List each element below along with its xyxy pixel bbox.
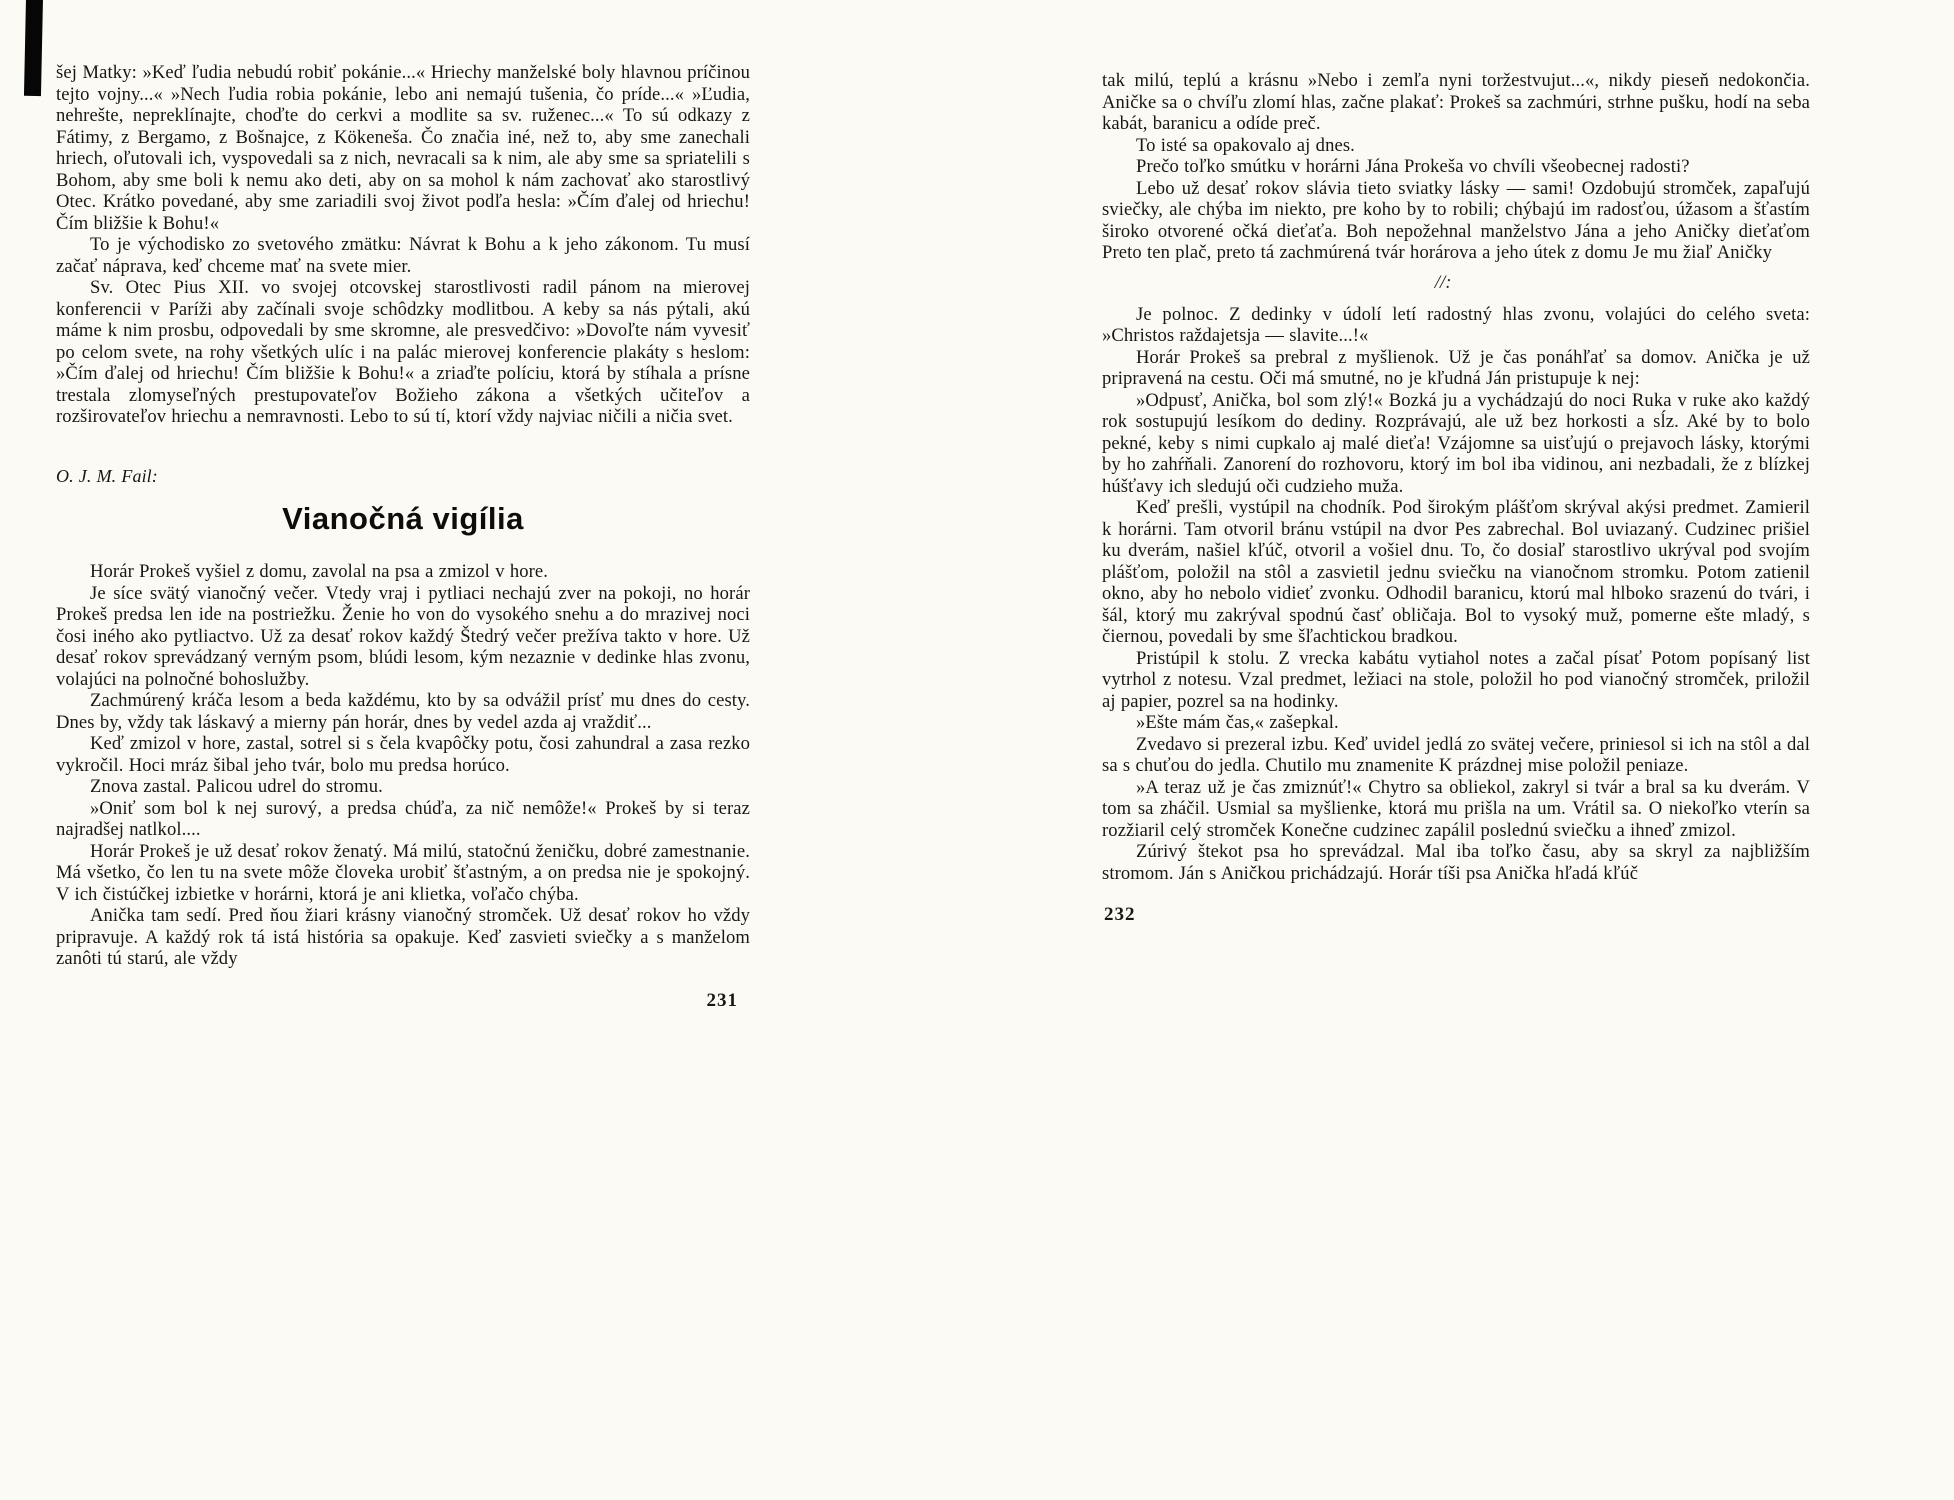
paragraph: Horár Prokeš vyšiel z domu, zavolal na psa a zmizol v hore. bbox=[90, 561, 549, 582]
paragraph: Zvedavo si prezeral izbu. Keď uvidel jedlá zo svätej večere, priniesol si ich na stôl a dal sa s chuťou do jedla. Chutilo mu znamenite K prázdnej mise položil peniaze. bbox=[1102, 733, 1810, 776]
paragraph: Zúrivý štekot psa ho sprevádzal. Mal iba toľko času, aby sa skryl za najbližším stromom. Ján s Aničkou prichádzajú. Horár tíši psa Anička hľadá kľúč bbox=[1102, 841, 1810, 884]
paragraph: To je východisko zo svetového zmätku: Návrat k Bohu a k jeho zákonom. Tu musí začať náprava, keď chceme mať na svete mier. bbox=[56, 234, 750, 277]
paragraph: Zachmúrený kráča lesom a beda každému, kto by sa odvážil prísť mu dnes do cesty. Dnes by, vždy tak láskavý a mierny pán horár, dnes by vedel azda aj vraždiť... bbox=[56, 690, 750, 733]
paragraph: »Odpusť, Anička, bol som zlý!« Bozká ju a vychádzajú do noci Ruka v ruke ako každý rok sostupujú lesíkom do dediny. Rozprávajú, ale už bez horkosti a sĺz. Aké by to bolo pekné, keby s nimi cupkalo aj malé dieťa! Vzájomne sa uisťujú o prejavoch lásky, ktorými by ho zahŕňali. Zanorení do rozhovoru, ktorý im bol iba vidinou, ani nezbadali, že z blízkej húšťavy ich sledujú oči cudzieho muža. bbox=[1102, 389, 1810, 497]
paragraph: Horár Prokeš sa prebral z myšlienok. Už je čas ponáhľať sa domov. Anička je už pripravená na cestu. Oči má smutné, no je kľudná Ján pristupuje k nej: bbox=[1102, 346, 1810, 389]
paragraph: Je polnoc. Z dedinky v údolí letí radostný hlas zvonu, volajúci do celého sveta: »Christos raždajetsja — slavite...!« bbox=[1102, 303, 1810, 346]
author-byline: O. J. M. Fail: bbox=[56, 465, 158, 486]
paragraph: To isté sa opakovalo aj dnes. bbox=[1136, 134, 1355, 156]
paragraph: »A teraz už je čas zmiznúť!« Chytro sa obliekol, zakryl si tvár a bral sa ku dverám. V tom sa zháčil. Usmial sa myšlienke, ktorá mu prišla na um. Vrátil sa. O niekoľko vterín sa rozžiaril celý stromček Konečne cudzinec zapálil poslednú sviečku a ihneď zmizol. bbox=[1102, 776, 1810, 841]
paragraph: Prečo toľko smútku v horárni Jána Prokeša vo chvíli všeobecnej radosti? bbox=[1136, 156, 1690, 177]
paragraph: Sv. Otec Pius XII. vo svojej otcovskej starostlivosti radil pánom na mierovej konferencii v Paríži aby začínali svoje schôdzky modlitbou. A keby sa nás pýtali, akú máme k nim prosbu, odpovedali by sme skromne, ale presvedčivo: »Dovoľte nám vyvesiť po celom svete, na rohy všetkých ulíc i na palác mierovej konferencie plakáty s heslom: »Čím ďalej od hriechu! Čím bližšie k Bohu!« a zriaďte políciu, ktorá by stíhala a prísne trestala zlomyseľných prestupovateľov Božieho zákona a všetkých učiteľov a rozširovateľov hriechu a nemravnosti. Lebo to sú tí, ktorí vždy najviac ničili a ničia svet. bbox=[56, 277, 750, 427]
paragraph: Horár Prokeš je už desať rokov ženatý. Má milú, statočnú ženičku, dobré zamestnanie. Má všetko, čo len tu na svete môže človeka urobiť šťastným, a on predsa nie je spokojný. V ich čistúčkej izbietke v horárni, ktorá je ani klietka, voľačo chýba. bbox=[56, 840, 750, 905]
paragraph: Anička tam sedí. Pred ňou žiari krásny vianočný stromček. Už desať rokov ho vždy pripravuje. A každý rok tá istá história sa opakuje. Keď zasvieti sviečky a s manželom zanôti tú starú, ale vždy bbox=[56, 905, 750, 969]
paragraph: Pristúpil k stolu. Z vrecka kabátu vytiahol notes a začal písať Potom popísaný list vytrhol z notesu. Vzal predmet, ležiaci na stole, položil ho pod vianočný stromček, priložil aj papier, pozrel sa na hodinky. bbox=[1102, 647, 1810, 712]
paragraph: Znova zastal. Palicou udrel do stromu. bbox=[90, 776, 383, 797]
left-page bbox=[56, 62, 750, 1012]
paragraph: »Oniť som bol k nej surový, a predsa chúďa, za nič nemôže!« Prokeš by si teraz najradšej natlkol.... bbox=[56, 797, 750, 840]
story-title: Vianočná vigília bbox=[282, 501, 524, 536]
page-number: 231 bbox=[706, 989, 738, 1011]
paragraph: Lebo už desať rokov slávia tieto sviatky lásky — sami! Ozdobujú stromček, zapaľujú sviečky, ale chýba im niekto, pre koho by to robili; chýbajú im radosťou, úžasom a šťastím široko otvorené očká dieťaťa. Boh nepožehnal manželstvo Jána a jeho Aničky dieťaťom Preto ten plač, preto tá zachmúrená tvár horárova a jeho útek z domu Je mu žiaľ Aničky bbox=[1102, 177, 1810, 263]
scan-edge-artifact bbox=[24, 0, 43, 96]
right-page bbox=[1102, 70, 1810, 926]
paragraph: Keď prešli, vystúpil na chodník. Pod širokým plášťom skrýval akýsi predmet. Zamieril k horárni. Tam otvoril bránu vstúpil na dvor Pes zabrechal. Bol uviazaný. Cudzinec prišiel ku dverám, našiel kľúč, otvoril a vošiel dnu. To, čo dosiaľ starostlivo ukrýval pod svojím plášťom, položil na stôl a zasvietil jednu sviečku na vianočnom stromku. Potom zatienil okno, aby ho nebolo vidieť zvonku. Odhodil baranicu, ktorú mal hlboko srazenú do tvári, i šál, ktorý mu zakrýval spodnú časť obličaja. Bol to vysoký muž, pomerne ešte mladý, s čiernou, povedali by sme šľachtickou bradkou. bbox=[1102, 497, 1810, 647]
paragraph: šej Matky: »Keď ľudia nebudú robiť pokánie...« Hriechy manželské boly hlavnou príčinou tejto vojny...« »Nech ľudia robia pokánie, lebo ani nemajú tušenia, čo príde...« »Ľudia, nehrešte, nepreklínajte, choďte do cerkvi a modlite sa sv. ruženec...« To sú odkazy z Fátimy, z Bergamo, z Bošnajce, z Kökeneša. Čo značia iné, než to, aby sme zanechali hriech, oľutovali ich, vyspovedali sa z nich, nevracali sa k nim, ale aby sme sa spriatelili s Bohom, aby sme boli k nemu ako deti, aby on sa mohol k nám zachovať ako starostlivý Otec. Krátko povedané, aby sme zariadili svoj život podľa hesla: »Čím ďalej od hriechu! Čím bližšie k Bohu!« bbox=[56, 62, 750, 234]
paragraph: »Ešte mám čas,« zašepkal. bbox=[1136, 712, 1339, 733]
paragraph: tak milú, teplú a krásnu »Nebo i zemľa nyni toržestvujut...«, nikdy pieseň nedokončia. Aničke sa o chvíľu zlomí hlas, začne plakať: Prokeš sa zachmúri, strhne pušku, hodí na seba kabát, baranicu a odíde preč. bbox=[1102, 70, 1810, 134]
section-break-mark: //: bbox=[1434, 271, 1452, 293]
paragraph: Keď zmizol v hore, zastal, sotrel si s čela kvapôčky potu, čosi zahundral a zasa rezko vykročil. Hoci mráz šibal jeho tvár, bolo mu predsa horúco. bbox=[56, 733, 750, 776]
page-number: 232 bbox=[1104, 904, 1136, 925]
paragraph: Je síce svätý vianočný večer. Vtedy vraj i pytliaci nechajú zver na pokoji, no horár Prokeš predsa len ide na postriežku. Ženie ho von do vysokého snehu a do mrazivej noci čosi iného ako pytliactvo. Už za desať rokov každý Štedrý večer prežíva takto v hore. Už desať rokov sprevádzaný verným psom, blúdi lesom, kým nezaznie v dedinke hlas zvonu, volajúci na polnočné bohoslužby. bbox=[56, 582, 750, 690]
